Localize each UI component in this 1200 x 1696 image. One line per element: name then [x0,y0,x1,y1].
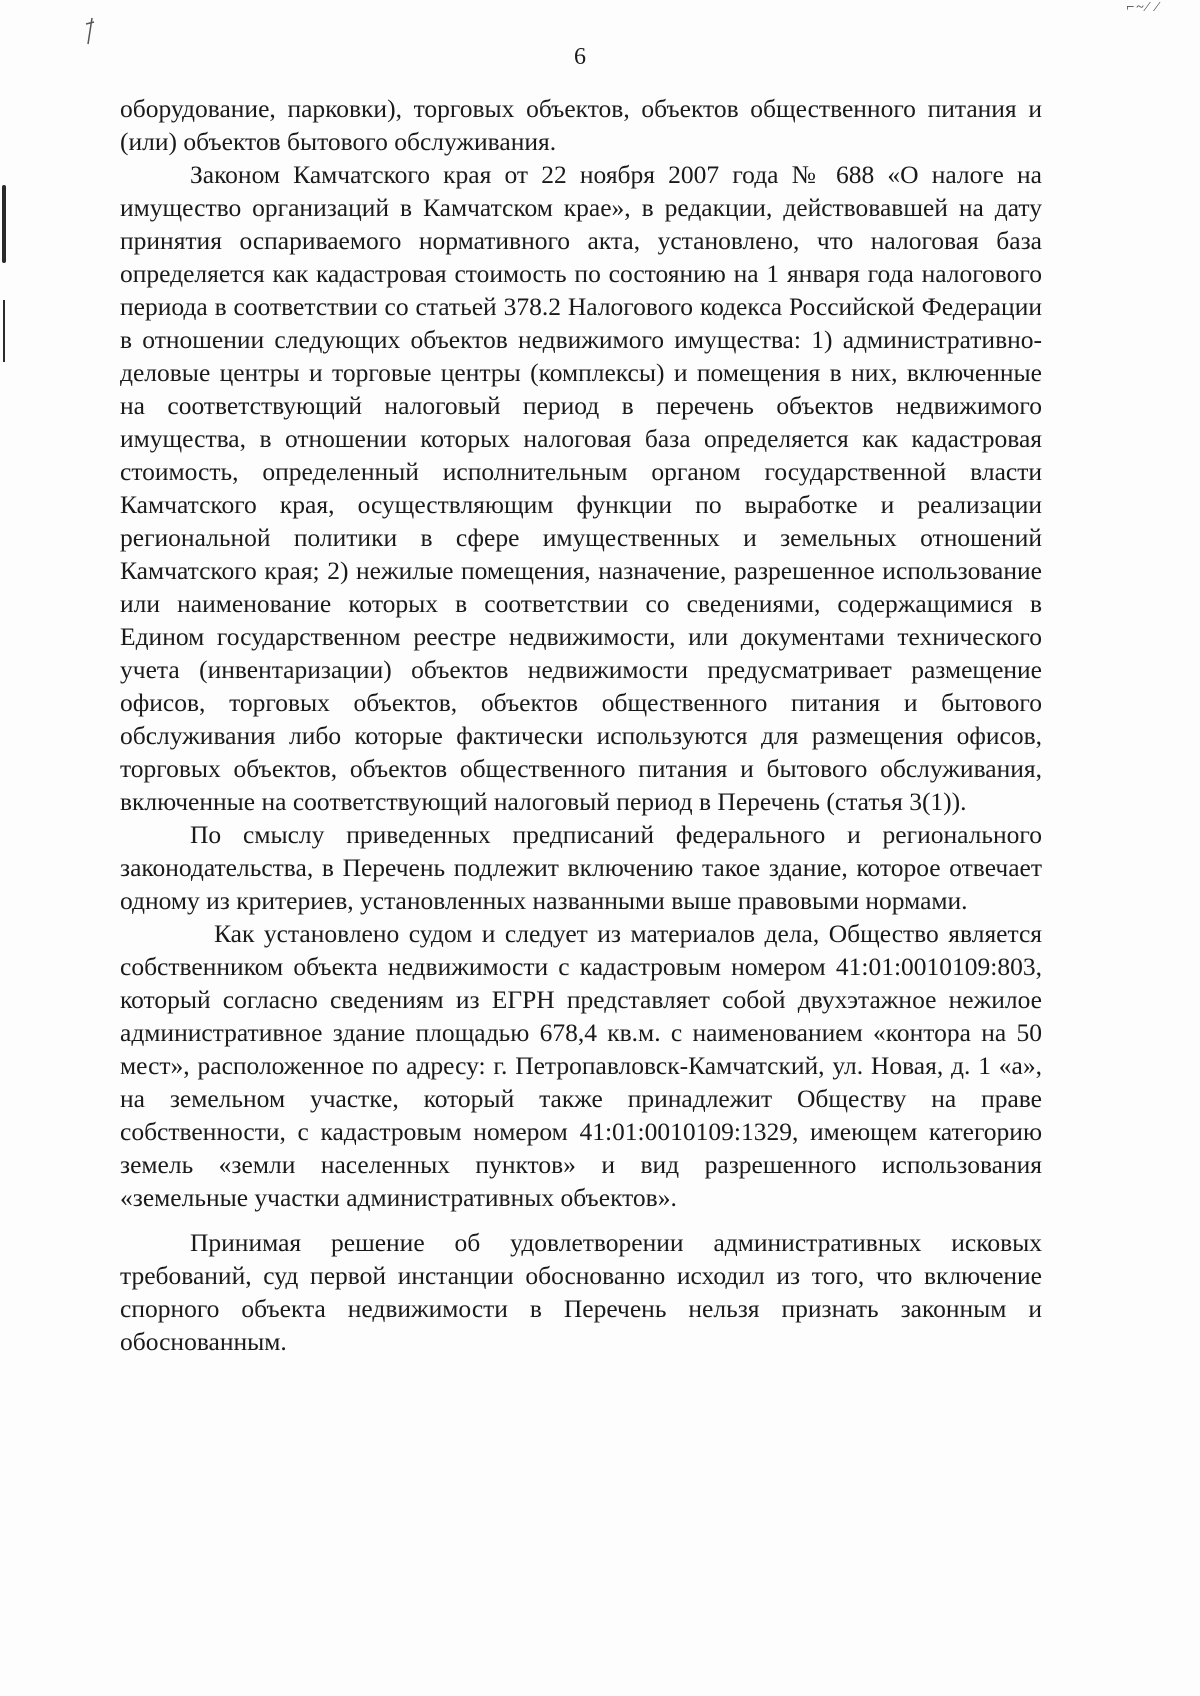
paragraph-continuation: оборудование, парковки), торговых объектов, объектов общественного питания и (или) объектов бытового обслуживания. [120,94,1042,156]
page-number: 6 [574,44,586,70]
scan-edge-mark-upper [2,185,6,263]
paragraph-kamchatka-law: Законом Камчатского края от 22 ноября 2007 года № 688 «О налоге на имущество организаций в Камчатском крае», в редакции, действовавшей на дату принятия оспариваемого нормативного акта, установлено, что налоговая база определяется как кадастровая стоимость по состоянию на 1 января года налогового периода в соответствии со статьей 378.2 Налогового кодекса Российской Федерации в отношении следующих объектов недвижимого имущества: 1) административно-деловые центры и торговые центры (комплексы) и помещения в них, включенные на соответствующий налоговый период в перечень объектов недвижимого имущества, в отношении которых налоговая база определяется как кадастровая стоимость, определенный исполнительным органом государственной власти Камчатского края, осуществляющим функции по выработке и реализации региональной политики в сфере имущественных и земельных отношений Камчатского края; 2) нежилые помещения, назначение, разрешенное использование или наименование которых в соответствии со сведениями, содержащимися в Едином государственном реестре недвижимости, или документами технического учета (инвентаризации) объектов недвижимости предусматривает размещение офисов, торговых объектов, объектов общественного питания и бытового обслуживания либо которые фактически используются для размещения офисов, торговых объектов, объектов общественного питания и бытового обслуживания, включенные на соответствующий налоговый период в Перечень (статья 3(1)). [120,160,1042,816]
paragraph-court-decision: Принимая решение об удовлетворении административных исковых требований, суд первой инстанции обоснованно исходил из того, что включение спорного объекта недвижимости в Перечень нельзя признать законным и обоснованным. [120,1228,1042,1356]
scan-corner-mark: ⌐~⁄ ⁄ [1126,0,1160,15]
document-body [120,92,1042,1358]
scan-edge-mark-lower [3,300,5,362]
paragraph-established-facts: Как установлено судом и следует из материалов дела, Общество является собственником объекта недвижимости с кадастровым номером 41:01:0010109:803, который согласно сведениям из ЕГРН представляет собой двухэтажное нежилое административное здание площадью 678,4 кв.м. с наименованием «контора на 50 мест», расположенное по адресу: г. Петропавловск-Камчатский, ул. Новая, д. 1 «а», на земельном участке, который также принадлежит Обществу на праве собственности, с кадастровым номером 41:01:0010109:1329, имеющем категорию земель «земли населенных пунктов» и вид разрешенного использования «земельные участки административных объектов». [120,919,1042,1212]
paragraph-legislation-meaning: По смыслу приведенных предписаний федерального и регионального законодательства, в Перечень подлежит включению такое здание, которое отвечает одному из критериев, установленных названными выше правовыми нормами. [120,820,1042,915]
